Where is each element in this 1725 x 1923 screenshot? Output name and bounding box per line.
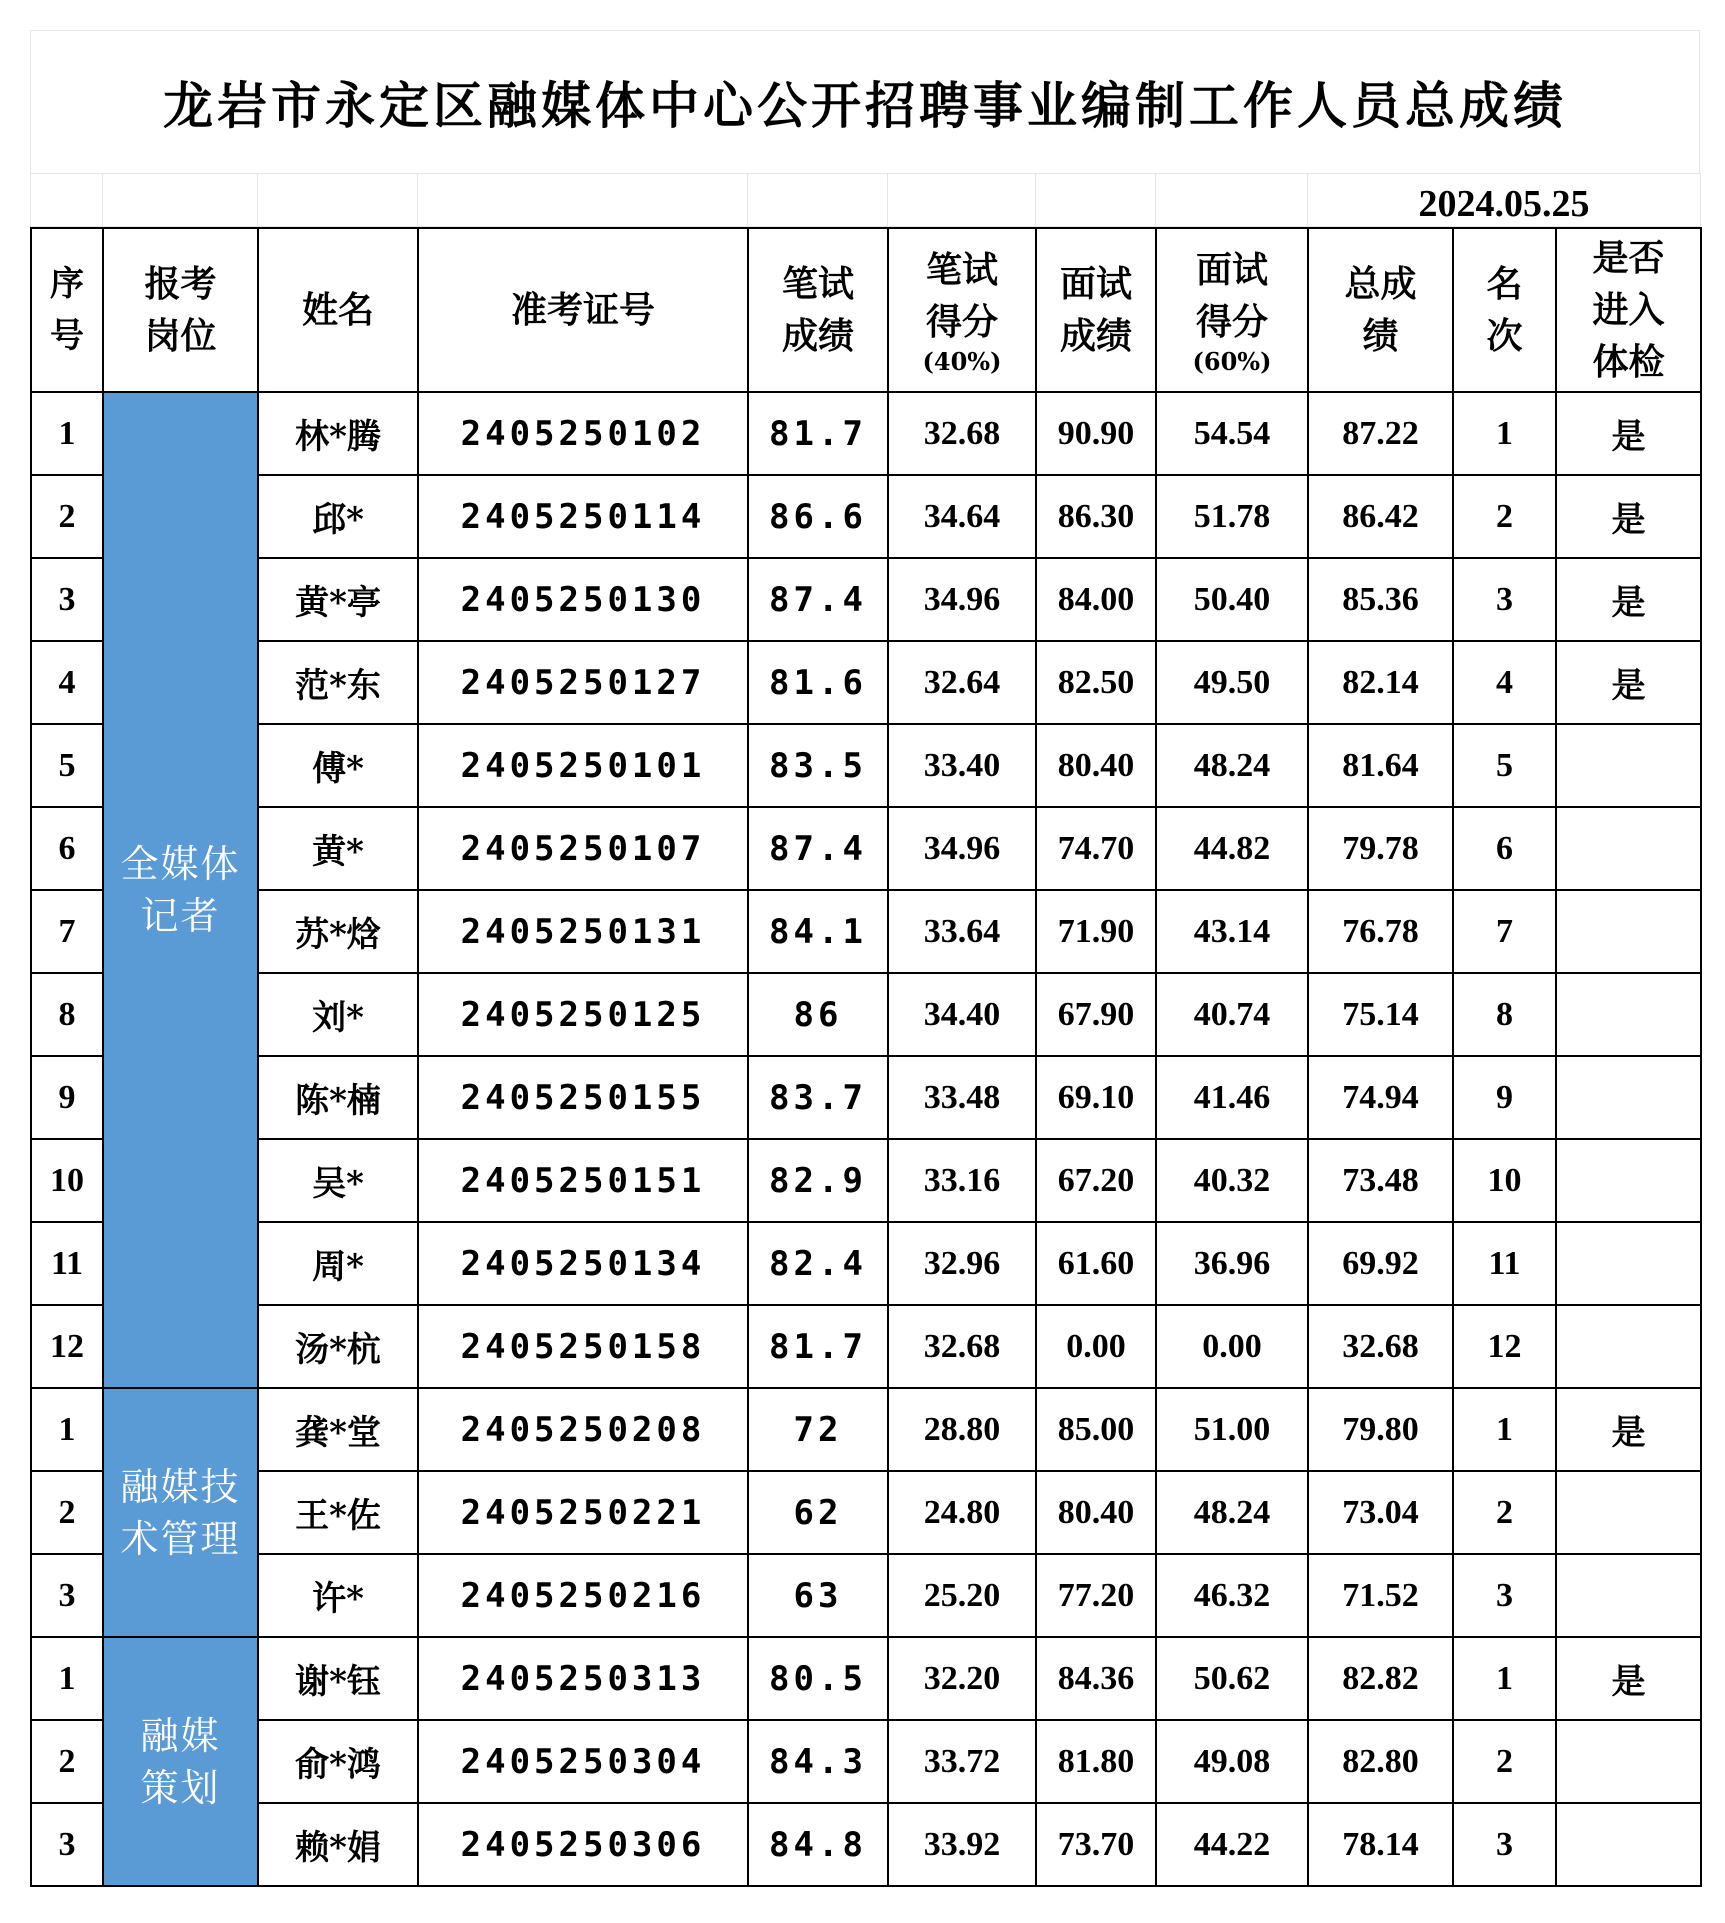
- cell-physical: [1556, 890, 1701, 973]
- cell-total: 79.78: [1308, 807, 1453, 890]
- cell-name: 范*东: [258, 641, 418, 724]
- cell-interview-score: 40.74: [1156, 973, 1308, 1056]
- cell-exam-id: 2405250130: [418, 558, 748, 641]
- cell-interview: 80.40: [1036, 1471, 1156, 1554]
- cell-seq: 4: [31, 641, 103, 724]
- cell-exam-id: 2405250304: [418, 1720, 748, 1803]
- header-row: [31, 228, 1701, 392]
- cell-rank: 12: [1453, 1305, 1556, 1388]
- cell-total: 85.36: [1308, 558, 1453, 641]
- header-seq: 序号: [31, 228, 103, 392]
- cell-exam-id: 2405250134: [418, 1222, 748, 1305]
- cell-written: 80.5: [748, 1637, 888, 1720]
- cell-name: 傅*: [258, 724, 418, 807]
- cell-physical: 是: [1556, 641, 1701, 724]
- cell-written-score: 28.80: [888, 1388, 1036, 1471]
- cell-rank: 7: [1453, 890, 1556, 973]
- cell-rank: 1: [1453, 1388, 1556, 1471]
- cell-written: 84.1: [748, 890, 888, 973]
- header-written: 笔试成绩: [748, 228, 888, 392]
- cell-physical: [1556, 973, 1701, 1056]
- score-table: [30, 227, 1702, 1887]
- cell-interview-score: 50.62: [1156, 1637, 1308, 1720]
- cell-interview: 90.90: [1036, 392, 1156, 475]
- cell-written: 82.4: [748, 1222, 888, 1305]
- cell-seq: 9: [31, 1056, 103, 1139]
- cell-interview: 69.10: [1036, 1056, 1156, 1139]
- cell-exam-id: 2405250127: [418, 641, 748, 724]
- cell-written-score: 32.20: [888, 1637, 1036, 1720]
- cell-written-score: 34.96: [888, 558, 1036, 641]
- cell-interview: 67.20: [1036, 1139, 1156, 1222]
- table-row: [31, 973, 1701, 1056]
- cell-interview: 61.60: [1036, 1222, 1156, 1305]
- cell-interview-score: 0.00: [1156, 1305, 1308, 1388]
- cell-rank: 9: [1453, 1056, 1556, 1139]
- cell-rank: 6: [1453, 807, 1556, 890]
- cell-exam-id: 2405250208: [418, 1388, 748, 1471]
- cell-post: 融媒策划: [103, 1637, 258, 1886]
- date-row: [30, 173, 1701, 227]
- cell-rank: 1: [1453, 392, 1556, 475]
- cell-physical: [1556, 724, 1701, 807]
- cell-interview-score: 36.96: [1156, 1222, 1308, 1305]
- cell-interview: 77.20: [1036, 1554, 1156, 1637]
- cell-interview-score: 44.82: [1156, 807, 1308, 890]
- cell-written: 81.7: [748, 392, 888, 475]
- cell-name: 黄*亭: [258, 558, 418, 641]
- cell-post: 融媒技术管理: [103, 1388, 258, 1637]
- cell-interview-score: 49.08: [1156, 1720, 1308, 1803]
- cell-exam-id: 2405250107: [418, 807, 748, 890]
- cell-physical: 是: [1556, 475, 1701, 558]
- header-interview-score: [1156, 228, 1308, 392]
- cell-exam-id: 2405250101: [418, 724, 748, 807]
- cell-interview-score: 54.54: [1156, 392, 1308, 475]
- cell-post: 全媒体记者: [103, 392, 258, 1388]
- header-interview-pct: (60%): [1192, 347, 1272, 376]
- cell-interview-score: 41.46: [1156, 1056, 1308, 1139]
- cell-total: 86.42: [1308, 475, 1453, 558]
- cell-written: 87.4: [748, 807, 888, 890]
- cell-interview: 81.80: [1036, 1720, 1156, 1803]
- cell-exam-id: 2405250306: [418, 1803, 748, 1886]
- cell-written-score: 33.16: [888, 1139, 1036, 1222]
- header-rank: 名次: [1453, 228, 1556, 392]
- cell-seq: 3: [31, 1803, 103, 1886]
- cell-rank: 10: [1453, 1139, 1556, 1222]
- cell-seq: 3: [31, 1554, 103, 1637]
- cell-exam-id: 2405250131: [418, 890, 748, 973]
- cell-written: 87.4: [748, 558, 888, 641]
- cell-physical: [1556, 1139, 1701, 1222]
- cell-total: 82.82: [1308, 1637, 1453, 1720]
- cell-physical: [1556, 1803, 1701, 1886]
- cell-interview: 82.50: [1036, 641, 1156, 724]
- report-date: 2024.05.25: [1308, 174, 1701, 227]
- cell-exam-id: 2405250102: [418, 392, 748, 475]
- cell-name: 赖*娟: [258, 1803, 418, 1886]
- header-interview-score-label: 面试得分: [1195, 249, 1268, 343]
- cell-name: 汤*杭: [258, 1305, 418, 1388]
- cell-interview-score: 51.00: [1156, 1388, 1308, 1471]
- cell-written-score: 32.68: [888, 1305, 1036, 1388]
- cell-written: 72: [748, 1388, 888, 1471]
- cell-total: 73.48: [1308, 1139, 1453, 1222]
- cell-written: 62: [748, 1471, 888, 1554]
- cell-written-score: 32.64: [888, 641, 1036, 724]
- cell-name: 邱*: [258, 475, 418, 558]
- cell-total: 81.64: [1308, 724, 1453, 807]
- table-row: [31, 1554, 1701, 1637]
- table-row: [31, 1056, 1701, 1139]
- cell-rank: 3: [1453, 558, 1556, 641]
- cell-seq: 2: [31, 475, 103, 558]
- cell-name: 周*: [258, 1222, 418, 1305]
- cell-name: 苏*焓: [258, 890, 418, 973]
- cell-rank: 1: [1453, 1637, 1556, 1720]
- cell-physical: [1556, 1305, 1701, 1388]
- header-total: 总成绩: [1308, 228, 1453, 392]
- header-exam-id: 准考证号: [418, 228, 748, 392]
- cell-name: 谢*钰: [258, 1637, 418, 1720]
- title-row: [30, 30, 1700, 173]
- cell-interview-score: 40.32: [1156, 1139, 1308, 1222]
- cell-total: 74.94: [1308, 1056, 1453, 1139]
- cell-total: 78.14: [1308, 1803, 1453, 1886]
- cell-physical: 是: [1556, 1388, 1701, 1471]
- cell-seq: 8: [31, 973, 103, 1056]
- cell-physical: [1556, 807, 1701, 890]
- cell-interview: 85.00: [1036, 1388, 1156, 1471]
- cell-rank: 5: [1453, 724, 1556, 807]
- cell-written: 84.3: [748, 1720, 888, 1803]
- cell-exam-id: 2405250221: [418, 1471, 748, 1554]
- cell-rank: 4: [1453, 641, 1556, 724]
- table-row: [31, 1637, 1701, 1720]
- cell-physical: 是: [1556, 1637, 1701, 1720]
- header-written-score: [888, 228, 1036, 392]
- table-row: [31, 1471, 1701, 1554]
- cell-written: 81.7: [748, 1305, 888, 1388]
- cell-seq: 1: [31, 1637, 103, 1720]
- cell-interview: 86.30: [1036, 475, 1156, 558]
- header-physical: 是否进入体检: [1556, 228, 1701, 392]
- cell-total: 32.68: [1308, 1305, 1453, 1388]
- cell-interview: 84.36: [1036, 1637, 1156, 1720]
- cell-exam-id: 2405250313: [418, 1637, 748, 1720]
- cell-name: 刘*: [258, 973, 418, 1056]
- header-written-score-label: 笔试得分: [925, 249, 998, 343]
- cell-seq: 2: [31, 1720, 103, 1803]
- table-row: [31, 1222, 1701, 1305]
- cell-name: 吴*: [258, 1139, 418, 1222]
- cell-physical: [1556, 1471, 1701, 1554]
- cell-written-score: 32.68: [888, 392, 1036, 475]
- cell-interview: 73.70: [1036, 1803, 1156, 1886]
- cell-rank: 8: [1453, 973, 1556, 1056]
- cell-physical: 是: [1556, 558, 1701, 641]
- cell-exam-id: 2405250155: [418, 1056, 748, 1139]
- cell-written-score: 33.92: [888, 1803, 1036, 1886]
- cell-interview: 71.90: [1036, 890, 1156, 973]
- cell-written: 63: [748, 1554, 888, 1637]
- cell-rank: 2: [1453, 475, 1556, 558]
- cell-total: 87.22: [1308, 392, 1453, 475]
- cell-interview-score: 50.40: [1156, 558, 1308, 641]
- cell-written: 81.6: [748, 641, 888, 724]
- cell-physical: 是: [1556, 392, 1701, 475]
- cell-total: 79.80: [1308, 1388, 1453, 1471]
- cell-written-score: 34.64: [888, 475, 1036, 558]
- cell-interview-score: 48.24: [1156, 724, 1308, 807]
- cell-written: 86: [748, 973, 888, 1056]
- cell-interview: 0.00: [1036, 1305, 1156, 1388]
- table-row: [31, 558, 1701, 641]
- cell-seq: 12: [31, 1305, 103, 1388]
- cell-rank: 3: [1453, 1803, 1556, 1886]
- cell-written-score: 33.64: [888, 890, 1036, 973]
- header-interview: 面试成绩: [1036, 228, 1156, 392]
- cell-written-score: 25.20: [888, 1554, 1036, 1637]
- cell-written: 83.7: [748, 1056, 888, 1139]
- cell-seq: 2: [31, 1471, 103, 1554]
- cell-exam-id: 2405250216: [418, 1554, 748, 1637]
- cell-physical: [1556, 1720, 1701, 1803]
- cell-total: 75.14: [1308, 973, 1453, 1056]
- page-title: 龙岩市永定区融媒体中心公开招聘事业编制工作人员总成绩: [163, 76, 1567, 135]
- cell-physical: [1556, 1056, 1701, 1139]
- cell-exam-id: 2405250125: [418, 973, 748, 1056]
- cell-total: 71.52: [1308, 1554, 1453, 1637]
- cell-rank: 11: [1453, 1222, 1556, 1305]
- cell-rank: 2: [1453, 1471, 1556, 1554]
- cell-exam-id: 2405250158: [418, 1305, 748, 1388]
- header-post: 报考岗位: [103, 228, 258, 392]
- cell-total: 73.04: [1308, 1471, 1453, 1554]
- cell-rank: 3: [1453, 1554, 1556, 1637]
- cell-name: 王*佐: [258, 1471, 418, 1554]
- cell-total: 82.14: [1308, 641, 1453, 724]
- cell-interview-score: 51.78: [1156, 475, 1308, 558]
- cell-seq: 1: [31, 1388, 103, 1471]
- cell-seq: 10: [31, 1139, 103, 1222]
- table-row: [31, 1803, 1701, 1886]
- table-row: [31, 1139, 1701, 1222]
- cell-interview-score: 46.32: [1156, 1554, 1308, 1637]
- cell-written-score: 33.72: [888, 1720, 1036, 1803]
- table-row: [31, 807, 1701, 890]
- cell-name: 龚*堂: [258, 1388, 418, 1471]
- cell-total: 76.78: [1308, 890, 1453, 973]
- cell-written: 86.6: [748, 475, 888, 558]
- cell-seq: 1: [31, 392, 103, 475]
- cell-seq: 3: [31, 558, 103, 641]
- cell-name: 俞*鸿: [258, 1720, 418, 1803]
- table-row: [31, 1305, 1701, 1388]
- cell-name: 黄*: [258, 807, 418, 890]
- cell-interview-score: 48.24: [1156, 1471, 1308, 1554]
- score-sheet: [30, 30, 1700, 1887]
- table-row: [31, 1388, 1701, 1471]
- cell-physical: [1556, 1222, 1701, 1305]
- cell-written-score: 24.80: [888, 1471, 1036, 1554]
- header-name: 姓名: [258, 228, 418, 392]
- cell-name: 林*腾: [258, 392, 418, 475]
- score-rows: [31, 392, 1701, 1886]
- cell-seq: 6: [31, 807, 103, 890]
- cell-written: 83.5: [748, 724, 888, 807]
- cell-exam-id: 2405250114: [418, 475, 748, 558]
- cell-interview: 80.40: [1036, 724, 1156, 807]
- cell-written-score: 34.40: [888, 973, 1036, 1056]
- cell-interview-score: 43.14: [1156, 890, 1308, 973]
- cell-physical: [1556, 1554, 1701, 1637]
- table-row: [31, 1720, 1701, 1803]
- cell-written-score: 32.96: [888, 1222, 1036, 1305]
- cell-name: 许*: [258, 1554, 418, 1637]
- cell-seq: 5: [31, 724, 103, 807]
- cell-interview-score: 49.50: [1156, 641, 1308, 724]
- cell-rank: 2: [1453, 1720, 1556, 1803]
- cell-written: 82.9: [748, 1139, 888, 1222]
- table-row: [31, 890, 1701, 973]
- cell-written-score: 33.48: [888, 1056, 1036, 1139]
- cell-written-score: 34.96: [888, 807, 1036, 890]
- table-row: [31, 641, 1701, 724]
- cell-written-score: 33.40: [888, 724, 1036, 807]
- table-row: [31, 724, 1701, 807]
- header-written-pct: (40%): [922, 347, 1002, 376]
- cell-interview: 74.70: [1036, 807, 1156, 890]
- table-row: [31, 475, 1701, 558]
- cell-seq: 7: [31, 890, 103, 973]
- cell-interview: 84.00: [1036, 558, 1156, 641]
- cell-total: 82.80: [1308, 1720, 1453, 1803]
- cell-exam-id: 2405250151: [418, 1139, 748, 1222]
- cell-seq: 11: [31, 1222, 103, 1305]
- cell-name: 陈*楠: [258, 1056, 418, 1139]
- table-row: [31, 392, 1701, 475]
- cell-total: 69.92: [1308, 1222, 1453, 1305]
- cell-interview-score: 44.22: [1156, 1803, 1308, 1886]
- cell-written: 84.8: [748, 1803, 888, 1886]
- cell-interview: 67.90: [1036, 973, 1156, 1056]
